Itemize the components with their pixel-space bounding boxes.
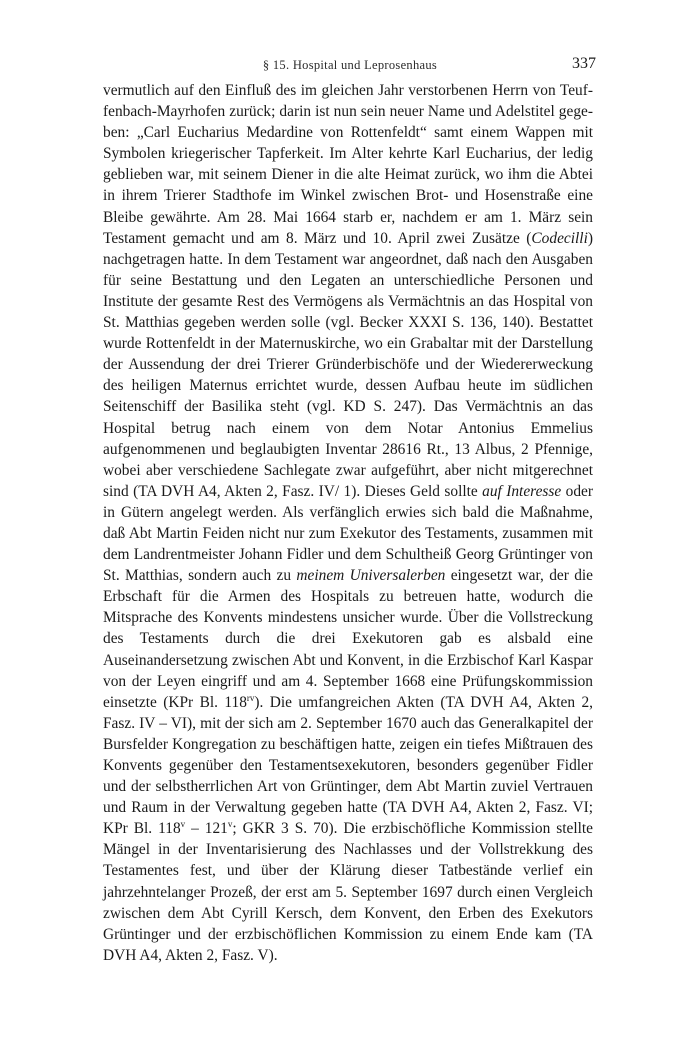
folio-superscript: v [180, 819, 186, 830]
text-run: vermutlich auf den Einfluß des im gleichen Jahr verstorbenen Herrn von Teuffenbach-Mayrhofen zurück; darin ist nun sein neuer Name und Adelstitel gegeben: „Carl Eucharius Medardine von Rottenfeldt“ samt einem Wappen mit Symbolen kriegerischer Tapferkeit. Im Alter kehrte Karl Eucharius, der ledig geblieben war, mit seinem Diener in die alte Heimat zurück, wo ihm die Abtei in ihrem Trierer Stadthofe im Winkel zwischen Brot- und Hosenstraße eine Bleibe gewährte. Am 28. Mai 1664 starb er, nachdem er am 1. März sein Testament gemacht und am 8. März und 10. April zwei Zusätze ( [103, 82, 593, 247]
italic-term-codecilli: Codecilli [531, 229, 588, 247]
text-run: ; GKR 3 S. 70). Die erzbischöfliche Kommission stellte Mängel in der Inventarisierung des Nachlasses und der Vollstrekkung des Testamentes fest, und über der Klärung dieser Tatbestände verlief ein jahrzehntelanger Prozeß, der erst am 5. September 1697 durch einen Vergleich zwischen dem Abt Cyrill Kersch, dem Konvent, den Erben des Exekutors Grüntinger und der erzbischöflichen Kommission zu einem Ende kam (TA DVH A4, Akten 2, Fasz. V). [103, 820, 593, 964]
running-title: § 15. Hospital und Leprosenhaus [262, 58, 438, 72]
folio-superscript: rv [246, 692, 255, 703]
text-run: ) nachgetragen hatte. In dem Testament war angeordnet, daß nach den Ausgaben für seine Bestattung und den Legaten an unterschiedliche Personen und Institute der gesamte Rest des Vermögens als Vermächtnis an das Hospital von St. Matthias gegeben werden solle (vgl. Becker XXXI S. 136, 140). Bestattet wurde Rottenfeldt in der Maternuskirche, wo ein Grabaltar mit der Darstellung der Aussendung der drei Trierer Gründerbischöfe und der Wiedererweckung des heiligen Maternus errichtet wurde, dessen Aufbau heute im südlichen Seitenschiff der Basilika steht (vgl. KD S. 247). Das Vermächtnis an das Hospital betrug nach einem von dem Notar Antonius Emmelius aufgenommenen und beglaubigten Inventar 28616 Rt., 13 Albus, 2 Pfennige, wobei aber verschiedene Sachlegate zwar aufgeführt, aber nicht mitgerechnet sind (TA DVH A4, Akten 2, Fasz. IV/ 1). Dieses Geld sollte [103, 229, 593, 500]
text-run: eingesetzt war, der die Erbschaft für die Armen des Hospitals zu betreuen hatte, wodurch die Mitsprache des Konvents mindestens unsicher wurde. Über die Vollstreckung des Testaments durch die drei Exekutoren gab es alsbald eine Auseinandersetzung zwischen Abt und Konvent, in die Erzbischof Karl Kaspar von der Leyen eingriff und am 4. September 1668 eine Prüfungskommission einsetzte (KPr Bl. 118 [103, 567, 594, 711]
text-run: – 121 [185, 820, 228, 838]
body-paragraph [103, 80, 593, 966]
paragraph [103, 80, 593, 966]
text-run: ). Die umfangreichen Akten (TA DVH A4, Akten 2, Fasz. IV – VI), mit der sich am 2. September 1670 auch das Generalkapitel der Bursfelder Kongregation zu beschäftigen hatte, zeigen ein tiefes Mißtrauen des Konvents gegenüber den Testamentsexekutoren, besonders gegenüber Fidler und der selbstherrlichen Art von Grüntinger, dem Abt Martin zuviel Vertrauen und Raum in der Verwaltung gegeben hatte (TA DVH A4, Akten 2, Fasz. VI; KPr Bl. 118 [103, 693, 593, 838]
text-run: oder in Gütern angelegt werden. Als verfänglich erwies sich bald die Maßnahme, daß Abt Martin Feiden nicht nur zum Exekutor des Testaments, zusammen mit dem Landrentmeister Johann Fidler und dem Schultheiß Georg Grüntinger von St. Matthias, sondern auch zu [103, 482, 593, 585]
folio-superscript: v [227, 819, 233, 830]
page-number: 337 [572, 55, 596, 72]
italic-term-auf-interesse: auf Interesse [482, 482, 562, 500]
italic-term-universalerben: meinem Universalerben [296, 567, 446, 585]
